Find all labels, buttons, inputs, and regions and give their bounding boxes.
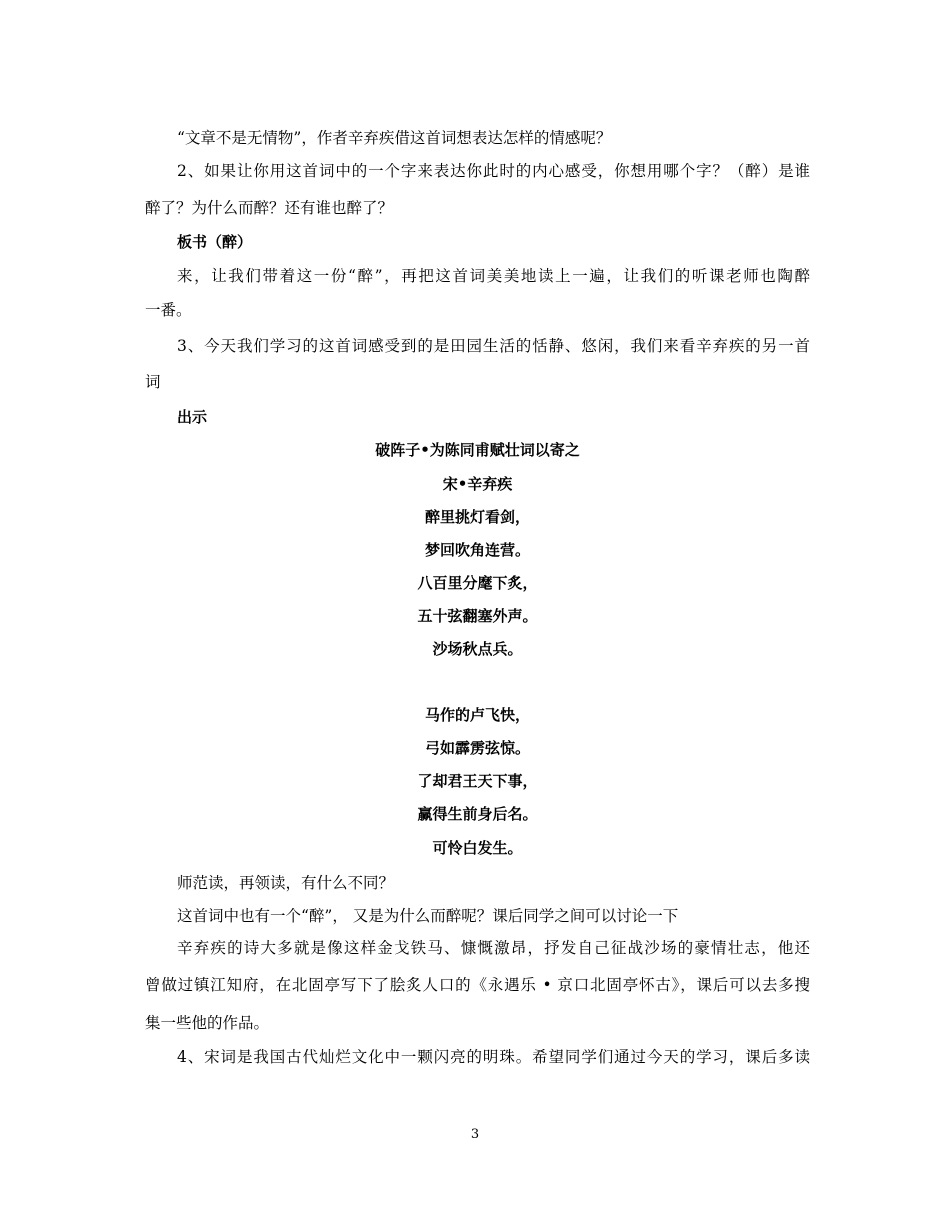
poem-line: 沙场秋点兵。	[432, 640, 523, 658]
heading-show: 出示	[177, 408, 208, 426]
page-number: 3	[470, 1127, 480, 1142]
paragraph-question-word-line1: 2、如果让你用这首词中的一个字来表达你此时的内心感受，你想用哪个字？（醉）是谁	[177, 162, 810, 180]
paragraph-xin-qiji-line2: 曾做过镇江知府，在北固亭写下了脍炙人口的《永遇乐 • 京口北固亭怀古》，课后可以去多搜	[145, 976, 810, 994]
paragraph-question-word-line2: 醉了？为什么而醉？还有谁也醉了？	[145, 199, 394, 217]
paragraph-xin-qiji-line3: 集一些他的作品。	[145, 1014, 270, 1032]
paragraph-xin-qiji-line1: 辛弃疾的诗大多就是像这样金戈铁马、慷慨激昂，抒发自己征战沙场的豪情壮志，他还	[177, 939, 810, 957]
poem-line: 了却君王天下事，	[417, 772, 538, 790]
paragraph-song-ci: 4、宋词是我国古代灿烂文化中一颗闪亮的明珠。希望同学们通过今天的学习，课后多读	[177, 1048, 810, 1066]
paragraph-discussion: 这首词中也有一个“醉”， 又是为什么而醉呢？课后同学之间可以讨论一下	[177, 907, 679, 925]
heading-blackboard: 板书（醉）	[177, 233, 253, 251]
poem-line: 马作的卢飞快，	[424, 706, 530, 724]
paragraph-question-emotion: “文章不是无情物”，作者辛弃疾借这首词想表达怎样的情感呢？	[177, 129, 612, 147]
poem-title: 破阵子•为陈同甫赋壮词以寄之	[375, 441, 580, 459]
poem-line: 可怜白发生。	[432, 839, 523, 857]
paragraph-another-poem-line2: 词	[145, 373, 161, 391]
poem-line: 八百里分麾下炙，	[417, 574, 538, 592]
poem-line: 弓如霹雳弦惊。	[424, 739, 530, 757]
paragraph-another-poem-line1: 3、今天我们学习的这首词感受到的是田园生活的恬静、悠闲，我们来看辛弃疾的另一首	[177, 337, 810, 355]
paragraph-read-again-line2: 一番。	[145, 301, 192, 319]
paragraph-read-again-line1: 来，让我们带着这一份“醉”，再把这首词美美地读上一遍，让我们的听课老师也陶醉	[177, 267, 810, 285]
poem-line: 醉里挑灯看剑，	[424, 508, 530, 526]
poem-line: 梦回吹角连营。	[424, 541, 530, 559]
poem-line: 赢得生前身后名。	[417, 805, 538, 823]
paragraph-teacher-read: 师范读，再领读，有什么不同？	[177, 874, 395, 892]
poem-line: 五十弦翻塞外声。	[417, 607, 538, 625]
poem-author: 宋•辛弃疾	[442, 475, 513, 493]
